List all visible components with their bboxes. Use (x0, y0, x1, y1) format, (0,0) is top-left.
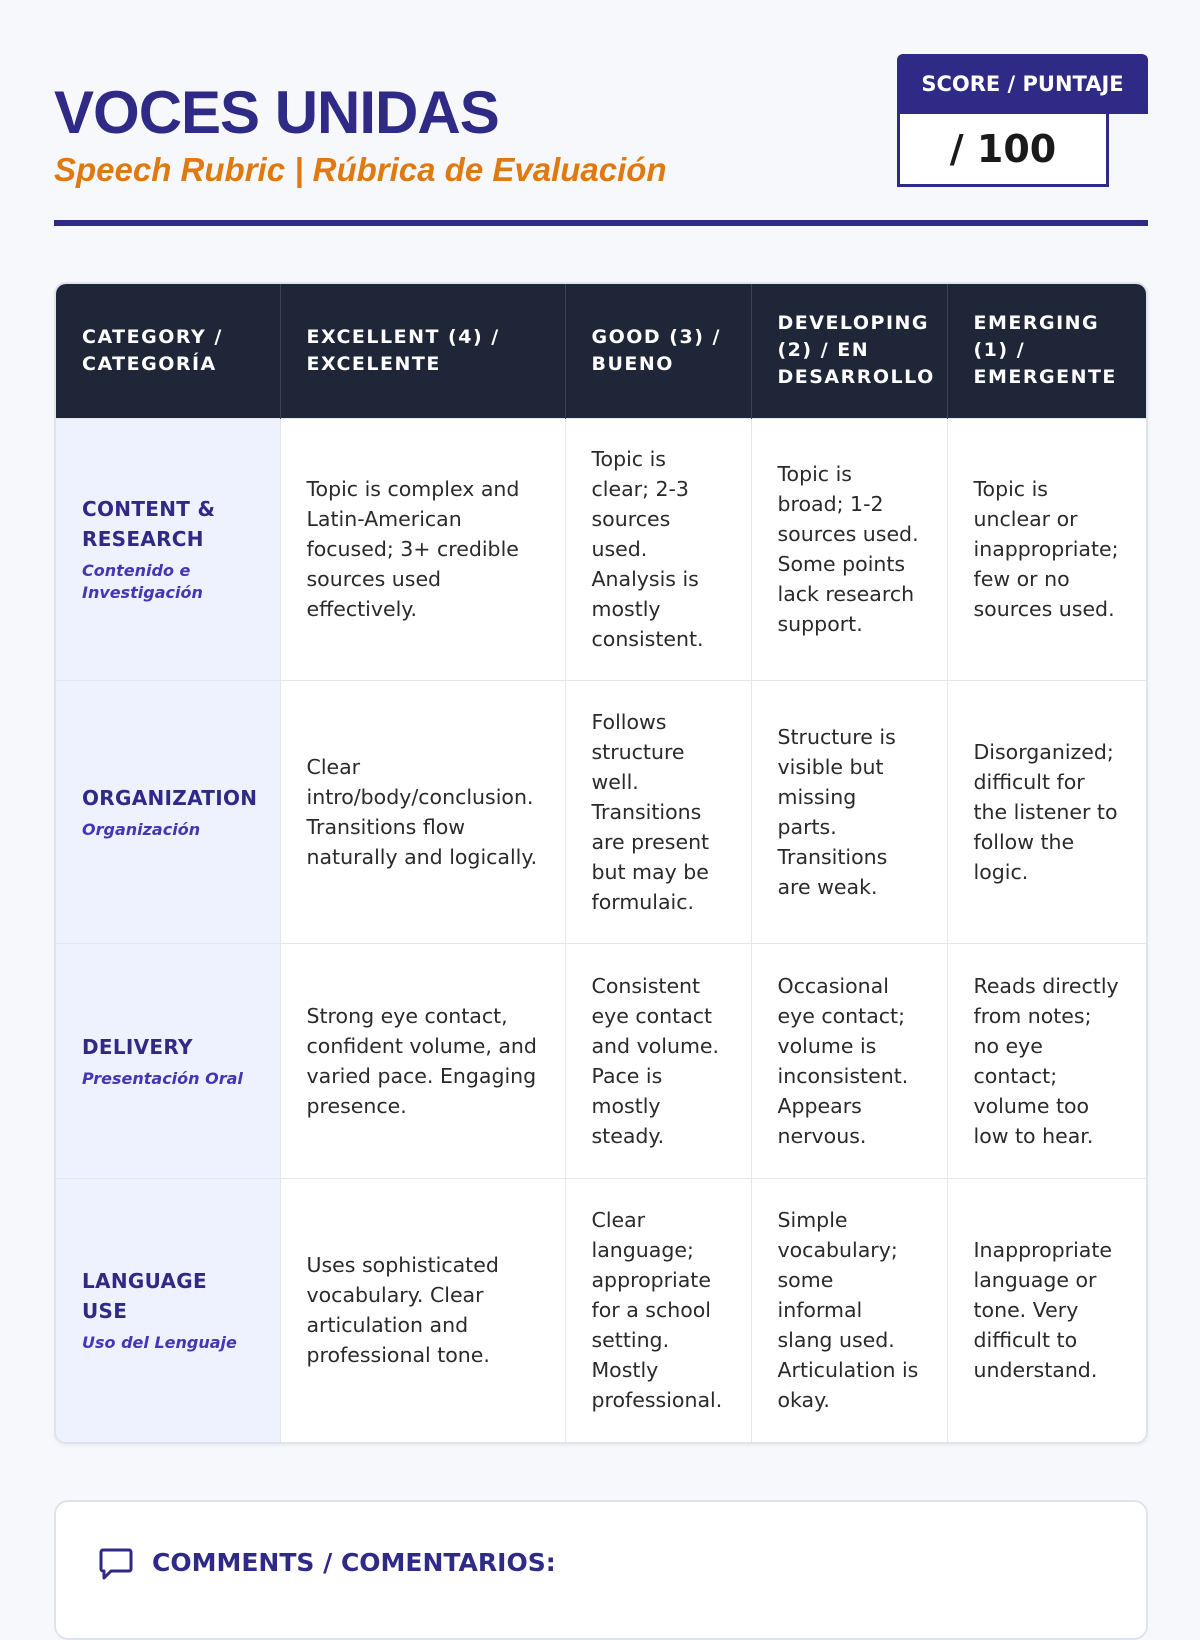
category-name: CONTENT & RESEARCH (82, 497, 216, 551)
category-name-es: Contenido e Investigación (82, 561, 203, 602)
criteria-emerging[interactable]: Disorganized; difficult for the listener to follow the logic. (947, 680, 1146, 943)
table-row (56, 418, 1146, 680)
category-name: DELIVERY (82, 1034, 193, 1059)
page-header (54, 0, 1148, 230)
header-divider (54, 220, 1148, 226)
page-title: VOCES UNIDAS (54, 79, 499, 146)
comments-box[interactable] (54, 1500, 1148, 1640)
category-name-es: Organización (82, 819, 201, 839)
speech-bubble-icon (98, 1546, 134, 1582)
criteria-excellent[interactable]: Strong eye contact, confident volume, and varied pace. Engaging presence. (280, 943, 565, 1178)
criteria-good[interactable]: Follows structure well. Transitions are present but may be formulaic. (565, 680, 751, 943)
category-cell (56, 680, 280, 943)
criteria-developing[interactable]: Occasional eye contact; volume is inconsistent. Appears nervous. (751, 943, 947, 1178)
page-subtitle: Speech Rubric | Rúbrica de Evaluación (54, 151, 667, 188)
category-name: ORGANIZATION (82, 785, 258, 810)
criteria-developing[interactable]: Simple vocabulary; some informal slang used. Articulation is okay. (751, 1178, 947, 1442)
column-header-excellent: EXCELLENT (4) / EXCELENTE (280, 284, 565, 418)
column-header-category: CATEGORY / CATEGORÍA (56, 284, 280, 418)
criteria-developing[interactable]: Topic is broad; 1-2 sources used. Some points lack research support. (751, 418, 947, 680)
criteria-good[interactable]: Clear language; appropriate for a school setting. Mostly professional. (565, 1178, 751, 1442)
category-name-es: Uso del Lenguaje (82, 1333, 237, 1353)
rubric-table (56, 284, 1146, 1442)
category-cell (56, 943, 280, 1178)
criteria-developing[interactable]: Structure is visible but missing parts. Transitions are weak. (751, 680, 947, 943)
criteria-emerging[interactable]: Topic is unclear or inappropriate; few or no sources used. (947, 418, 1146, 680)
criteria-good[interactable]: Topic is clear; 2-3 sources used. Analysis is mostly consistent. (565, 418, 751, 680)
table-header-row (56, 284, 1146, 418)
criteria-excellent[interactable]: Uses sophisticated vocabulary. Clear articulation and professional tone. (280, 1178, 565, 1442)
table-row (56, 943, 1146, 1178)
column-header-developing: DEVELOPING (2) / EN DESARROLLO (751, 284, 947, 418)
criteria-excellent[interactable]: Topic is complex and Latin-American focused; 3+ credible sources used effectively. (280, 418, 565, 680)
category-name-es: Presentación Oral (82, 1068, 243, 1088)
category-cell (56, 1178, 280, 1442)
score-box (897, 54, 1148, 187)
criteria-emerging[interactable]: Reads directly from notes; no eye contact; volume too low to hear. (947, 943, 1146, 1178)
table-row (56, 680, 1146, 943)
comments-title: COMMENTS / COMENTARIOS: (152, 1548, 556, 1577)
category-name: LANGUAGE USE (82, 1269, 207, 1324)
score-field[interactable]: / 100 (897, 111, 1109, 187)
column-header-good: GOOD (3) / BUENO (565, 284, 751, 418)
column-header-emerging: EMERGING (1) / EMERGENTE (947, 284, 1146, 418)
score-label: SCORE / PUNTAJE (897, 54, 1148, 114)
rubric-table-card (54, 282, 1148, 1444)
category-cell (56, 418, 280, 680)
criteria-excellent[interactable]: Clear intro/body/conclusion. Transitions flow naturally and logically. (280, 680, 565, 943)
table-row (56, 1178, 1146, 1442)
criteria-good[interactable]: Consistent eye contact and volume. Pace is mostly steady. (565, 943, 751, 1178)
criteria-emerging[interactable]: Inappropriate language or tone. Very difficult to understand. (947, 1178, 1146, 1442)
rubric-page (54, 0, 1148, 1577)
